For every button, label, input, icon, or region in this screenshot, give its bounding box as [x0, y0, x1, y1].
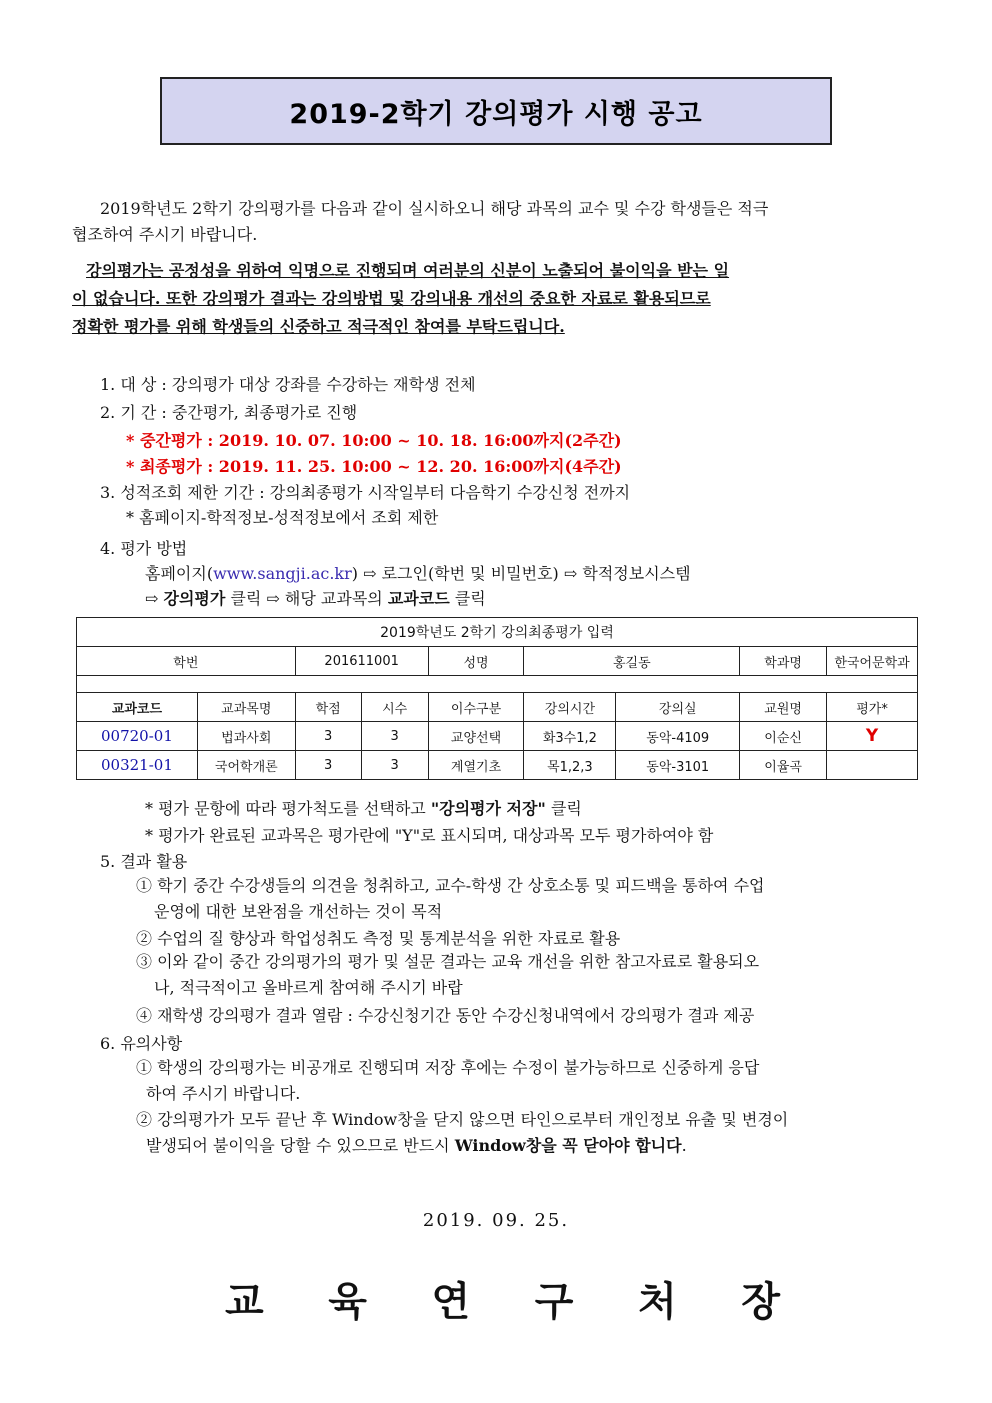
- method-text: 홈페이지(: [145, 564, 214, 583]
- table-cell: 3: [295, 722, 361, 751]
- item-target: 1. 대 상 : 강의평가 대상 강좌를 수강하는 재학생 전체: [100, 375, 476, 394]
- method-line-1: [145, 561, 691, 584]
- caution-line: ① 학생의 강의평가는 비공개로 진행되며 저장 후에는 수정이 불가능하므로 신중하게 응답: [136, 1058, 760, 1077]
- col-header: 강의시간: [524, 693, 616, 722]
- close-window-emphasis: Window창을 꼭 닫아야 합니다: [454, 1136, 682, 1155]
- col-header: 교과코드: [77, 693, 198, 722]
- intro-line: 협조하여 주시기 바랍니다.: [72, 225, 258, 244]
- result-line: 운영에 대한 보완점을 개선하는 것이 목적: [154, 902, 443, 921]
- notice-title-box: [160, 77, 832, 145]
- table-cell: 목1,2,3: [524, 751, 616, 780]
- col-header: 이수구분: [428, 693, 524, 722]
- student-id-label: 학번: [77, 647, 296, 676]
- result-item-2: ② 수업의 질 향상과 학업성취도 측정 및 통계분석을 위한 자료로 활용: [136, 929, 621, 948]
- dept-label: 학과명: [740, 647, 827, 676]
- table-cell: 이율곡: [740, 751, 827, 780]
- col-header: 학점: [295, 693, 361, 722]
- result-item-3: [136, 949, 922, 1001]
- result-line: ① 학기 중간 수강생들의 의견을 청취하고, 교수-학생 간 상호소통 및 피드백을 통하여 수업: [136, 876, 765, 895]
- table-cell: 화3수1,2: [524, 722, 616, 751]
- table-cell: 교양선택: [428, 722, 524, 751]
- caution-item-2: [136, 1107, 922, 1159]
- signature-char: 육: [328, 1278, 367, 1325]
- method-emphasis: 교과코드: [387, 589, 450, 608]
- method-line-2: [145, 586, 486, 609]
- notice-line: 이 없습니다. 또한 강의평가 결과는 강의방법 및 강의내용 개선의 중요한 자료로 활용되므로: [72, 289, 711, 308]
- grade-restrict-note: * 홈페이지-학적정보-성적정보에서 조회 제한: [126, 508, 439, 527]
- item-period: 2. 기 간 : 중간평가, 최종평가로 진행: [100, 403, 358, 422]
- caution-line: ② 강의평가가 모두 끝난 후 Window창을 닫지 않으면 타인으로부터 개인정보 유출 및 변경이: [136, 1110, 789, 1129]
- name-value: 홍길동: [524, 647, 740, 676]
- table-header-row: [77, 693, 918, 722]
- result-line: 나, 적극적이고 올바르게 참여해 주시기 바랍: [154, 978, 463, 997]
- intro-paragraph: [72, 196, 922, 248]
- item-method: 4. 평가 방법: [100, 539, 188, 558]
- signature-char: 처: [638, 1278, 677, 1325]
- final-eval-period: * 최종평가 : 2019. 11. 25. 10:00 ~ 12. 20. 16:00까지(4주간): [126, 457, 622, 476]
- table-cell: 동악-3101: [616, 751, 740, 780]
- table-cell: 이순신: [740, 722, 827, 751]
- signature-char: 장: [741, 1278, 780, 1325]
- course-code-link[interactable]: 00321-01: [77, 751, 198, 780]
- issuer-signature: [225, 1270, 780, 1327]
- homepage-link[interactable]: www.sangji.ac.kr: [213, 564, 352, 583]
- col-header: 교원명: [740, 693, 827, 722]
- note-text: 클릭: [545, 799, 582, 818]
- table-cell: 계열기초: [428, 751, 524, 780]
- method-text: 클릭: [454, 589, 486, 608]
- evaluation-status: [827, 751, 918, 780]
- anonymity-notice: [72, 257, 922, 341]
- table-cell: 동악-4109: [616, 722, 740, 751]
- item-results: 5. 결과 활용: [100, 852, 188, 871]
- notice-line: 강의평가는 공정성을 위하여 익명으로 진행되며 여러분의 신분이 노출되어 불이익을 받는 일: [86, 261, 730, 280]
- dept-value: 한국어문학과: [827, 647, 918, 676]
- table-row: [77, 751, 918, 780]
- page-title: 2019-2학기 강의평가 시행 공고: [289, 98, 703, 130]
- item-cautions: 6. 유의사항: [100, 1034, 183, 1053]
- evaluation-status: Y: [827, 722, 918, 751]
- signature-char: 구: [534, 1278, 574, 1325]
- method-emphasis: 강의평가: [163, 589, 226, 608]
- mid-eval-period: * 중간평가 : 2019. 10. 07. 10:00 ~ 10. 18. 16:00까지(2주간): [126, 431, 622, 450]
- notice-date: 2019. 09. 25.: [422, 1210, 570, 1231]
- table-cell: 법과사회: [197, 722, 295, 751]
- arrow-icon: ⇨: [145, 589, 159, 608]
- caution-text: 발생되어 불이익을 당할 수 있으므로 반드시: [146, 1136, 455, 1155]
- method-text: 클릭 ⇨ 해당 교과목의: [230, 589, 383, 608]
- intro-line: 2019학년도 2학기 강의평가를 다음과 같이 실시하오니 해당 과목의 교수 및 수강 학생들은 적극: [100, 199, 769, 218]
- student-id-value: 201611001: [295, 647, 428, 676]
- table-cell: 국어학개론: [197, 751, 295, 780]
- course-evaluation-table: [76, 617, 918, 780]
- course-code-link[interactable]: 00720-01: [77, 722, 198, 751]
- save-evaluation-emphasis: "강의평가 저장": [430, 799, 546, 818]
- table-caption: 2019학년도 2학기 강의최종평가 입력: [77, 618, 918, 647]
- table-note-2: * 평가가 완료된 교과목은 평가란에 "Y"로 표시되며, 대상과목 모두 평가하여야 함: [145, 826, 714, 845]
- result-line: ③ 이와 같이 중간 강의평가의 평가 및 설문 결과는 교육 개선을 위한 참고자료로 활용되오: [136, 952, 760, 971]
- note-text: * 평가 문항에 따라 평가척도를 선택하고: [145, 799, 431, 818]
- col-header: 평가*: [827, 693, 918, 722]
- table-note-1: [145, 796, 582, 819]
- table-row: [77, 722, 918, 751]
- table-cell: 3: [295, 751, 361, 780]
- col-header: 교과목명: [197, 693, 295, 722]
- notice-line: 정확한 평가를 위해 학생들의 신중하고 적극적인 참여를 부탁드립니다.: [72, 317, 565, 336]
- item-grade-restrict: 3. 성적조회 제한 기간 : 강의최종평가 시작일부터 다음학기 수강신청 전까지: [100, 483, 631, 502]
- caution-line: [136, 1133, 922, 1159]
- result-item-4: ④ 재학생 강의평가 결과 열람 : 수강신청기간 동안 수강신청내역에서 강의평가 결과 제공: [136, 1006, 755, 1025]
- caution-line: 하여 주시기 바랍니다.: [146, 1084, 301, 1103]
- signature-char: 연: [431, 1278, 471, 1325]
- table-cell: 3: [361, 751, 428, 780]
- col-header: 강의실: [616, 693, 740, 722]
- caution-text: .: [681, 1136, 687, 1155]
- spacer-row: [77, 676, 918, 693]
- signature-char: 교: [225, 1278, 264, 1325]
- result-item-1: [136, 873, 922, 925]
- caution-item-1: [136, 1055, 922, 1107]
- method-text: ) ⇨ 로그인(학번 및 비밀번호) ⇨ 학적정보시스템: [351, 564, 691, 583]
- col-header: 시수: [361, 693, 428, 722]
- table-cell: 3: [361, 722, 428, 751]
- name-label: 성명: [428, 647, 524, 676]
